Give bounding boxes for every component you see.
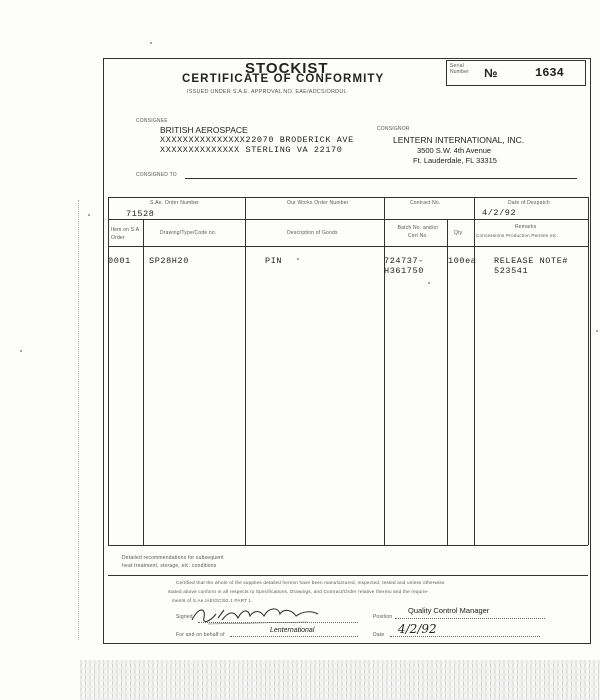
row-batch-2: H361750 <box>384 266 424 276</box>
col-drawing-header: Drawing/Type/Code no. <box>160 230 217 236</box>
col-line-1 <box>143 219 144 545</box>
approval-line: ISSUED UNDER S.A.E. APPROVAL NO. EAE/ADCS/ORDUL <box>187 89 347 95</box>
col-line-2 <box>245 219 246 545</box>
position-value: Quality Control Manager <box>408 606 490 615</box>
footer-divider <box>108 575 588 576</box>
contract-label: Contract No. <box>410 200 441 206</box>
form-title: STOCKIST <box>245 60 329 77</box>
col-remarks-header: Concessions Production Permits etc. <box>476 233 559 238</box>
col-description-header: Description of Goods <box>287 230 338 236</box>
table-left <box>108 197 109 545</box>
table-bottom <box>108 545 588 546</box>
serial-number: 1634 <box>535 66 564 80</box>
order-row-bottom <box>108 219 588 220</box>
consignee-address-1: XXXXXXXXXXXXXXX22070 BRODERICK AVE <box>160 135 354 145</box>
scan-speck <box>428 282 430 284</box>
scan-edge-mark <box>78 200 79 640</box>
row-item: 0001 <box>108 256 131 266</box>
col-qty-header: Qty <box>454 230 463 236</box>
signed-line <box>198 622 358 623</box>
signed-label: Signed <box>176 614 193 620</box>
scan-speck <box>297 258 299 260</box>
dispatch-date: 4/2/92 <box>482 208 517 218</box>
signed-date: 4/2/92 <box>398 622 437 636</box>
certification-line-2: stated above conform in all respects to Specifications, Drawings, and Contract/Order relative thereto and the require- <box>168 589 429 594</box>
consigned-to-label: CONSIGNED TO <box>136 172 177 178</box>
scan-speck <box>150 42 152 44</box>
columns-bottom <box>108 246 588 247</box>
table-right <box>588 197 589 545</box>
customer-order-label: S.Ae. Order Number <box>150 200 200 206</box>
serial-label: Serial Number <box>450 63 469 75</box>
date-line <box>390 636 540 637</box>
col-remarks-header-top: Remarks <box>515 224 537 230</box>
certification-line-1: Certified that the whole of the supplies detailed hereon have been manufactured, inspected, tested and unless otherwise <box>176 580 445 585</box>
row-qty: 100ea <box>448 256 477 266</box>
row-remarks-2: 523541 <box>494 266 529 276</box>
consignor-label: CONSIGNOR <box>377 126 410 132</box>
position-line <box>395 618 545 619</box>
scan-speck <box>20 350 22 352</box>
behalf-line <box>230 636 358 637</box>
consignor-address-2: Ft. Lauderdale, FL 33315 <box>413 156 497 165</box>
consignee-name: BRITISH AEROSPACE <box>160 125 248 135</box>
behalf-value: Lenternational <box>270 627 315 634</box>
works-order-label: Our Works Order Number <box>287 200 349 206</box>
scan-noise-overlay <box>80 660 600 700</box>
heat-treatment: heat treatment, storage, etc. conditions <box>122 563 217 569</box>
form-subtitle: CERTIFICATE OF CONFORMITY <box>182 73 385 85</box>
col-batch-header: Batch No. and/or Cert No. <box>397 225 439 239</box>
consignee-label: CONSIGNEE <box>136 118 168 124</box>
col-line-4 <box>447 219 448 545</box>
order-divider-3 <box>474 197 475 219</box>
detailed-recommendations: Detailed recommendations for subsequent <box>122 555 224 561</box>
row-drawing: SP28H20 <box>149 256 189 266</box>
serial-prefix: № <box>484 66 498 80</box>
row-remarks-1: RELEASE NOTE# <box>494 256 569 266</box>
consigned-to-line <box>185 178 577 179</box>
customer-order-value: 71528 <box>126 209 155 219</box>
row-description: PIN <box>265 256 283 266</box>
position-label: Position <box>373 614 393 620</box>
scan-speck <box>596 330 598 332</box>
behalf-label: For and on behalf of <box>176 632 225 638</box>
date-label: Date <box>373 632 385 638</box>
col-item-header: Item on S.A Order <box>111 227 140 241</box>
consignor-name: LENTERN INTERNATIONAL, INC. <box>393 135 525 145</box>
order-row-top <box>108 197 588 198</box>
signature-image <box>188 598 328 628</box>
certification-line-3: ments of S.Ae./AE/GC/92.1 PART 1. <box>172 598 253 603</box>
scan-speck <box>88 214 90 216</box>
row-batch-1: 724737- <box>384 256 424 266</box>
consignee-address-2: XXXXXXXXXXXXXX STERLING VA 22170 <box>160 145 343 155</box>
dispatch-label: Date of Despatch <box>508 200 550 206</box>
col-line-5 <box>474 219 475 545</box>
order-divider-2 <box>384 197 385 219</box>
order-divider-1 <box>245 197 246 219</box>
consignor-address-1: 3500 S.W. 4th Avenue <box>417 146 492 155</box>
